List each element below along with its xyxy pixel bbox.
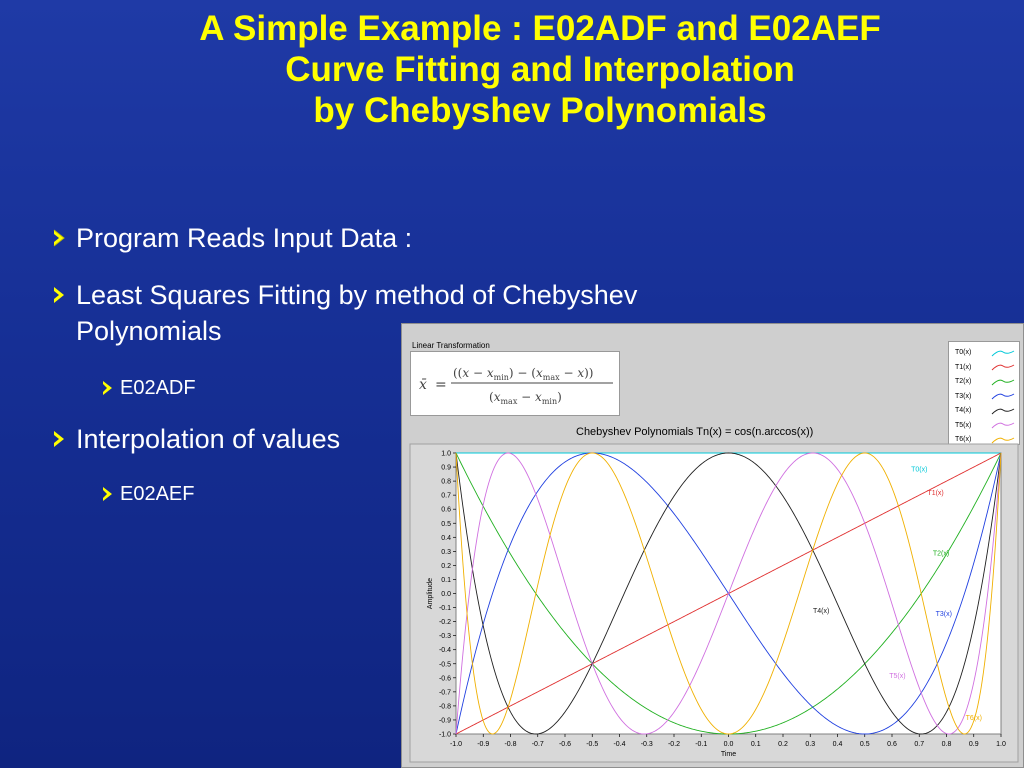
linear-transformation-label: Linear Transformation	[412, 341, 490, 350]
x-tick-label: 0.1	[750, 741, 761, 748]
legend-label: T5(x)	[955, 421, 972, 429]
bullet-interpolation	[76, 421, 340, 457]
bullet-arrow-icon	[100, 377, 118, 399]
bullet-program-reads	[76, 220, 412, 256]
sub-bullet-e02adf	[120, 375, 196, 401]
y-tick-label: -1.0	[438, 731, 451, 739]
y-tick-label: 0.7	[441, 492, 451, 500]
y-tick-label: 1.0	[441, 450, 451, 458]
x-axis-label: Time	[720, 751, 737, 758]
y-tick-label: -0.9	[438, 717, 451, 725]
series-label: T5(x)	[889, 672, 906, 680]
title-line-1: A Simple Example : E02ADF and E02AEF	[199, 9, 881, 48]
y-tick-label: -0.1	[438, 605, 451, 613]
y-tick-label: 0.1	[441, 576, 451, 584]
svg-text:=: =	[435, 377, 447, 393]
chart-plot	[402, 324, 1023, 767]
series-label: T3(x)	[935, 610, 952, 618]
x-tick-label: -0.4	[613, 741, 626, 748]
bullet-arrow-icon	[50, 277, 72, 313]
legend-label: T4(x)	[955, 407, 972, 414]
title-line-3: by Chebyshev Polynomials	[313, 91, 767, 130]
y-tick-label: -0.5	[438, 661, 451, 669]
x-tick-label: -1.0	[449, 741, 463, 748]
legend-label: T0(x)	[955, 349, 972, 356]
series-label: T6(x)	[965, 714, 982, 722]
y-tick-label: 0.3	[441, 548, 451, 556]
y-tick-label: -0.6	[438, 675, 451, 683]
legend-label: T2(x)	[955, 378, 972, 385]
x-tick-label: -0.3	[640, 741, 653, 748]
svg-text:x̄: x̄	[419, 377, 427, 393]
x-tick-label: 1.0	[996, 741, 1006, 748]
bullet-arrow-icon	[50, 421, 72, 457]
x-tick-label: 0.9	[968, 741, 979, 748]
bullet-text-line-1: Least Squares Fitting by method of Chebyshev	[76, 280, 638, 310]
bullet-arrow-icon	[50, 220, 72, 256]
sub-bullet-e02aef	[120, 481, 194, 507]
y-tick-label: -0.3	[438, 633, 451, 641]
x-tick-label: 0.5	[859, 741, 870, 748]
series-label: T2(x)	[932, 550, 950, 558]
chart-title: Chebyshev Polynomials Tn(x) = cos(n.arccos(x))	[576, 426, 814, 438]
y-tick-label: 0.0	[441, 591, 451, 598]
chart-panel	[401, 323, 1024, 768]
title-line-2: Curve Fitting and Interpolation	[285, 50, 795, 89]
bullet-text: Interpolation of values	[76, 424, 341, 454]
series-label: T0(x)	[911, 466, 928, 474]
y-tick-label: 0.5	[441, 520, 451, 528]
x-tick-label: 0.0	[723, 741, 734, 748]
series-label: T4(x)	[812, 608, 830, 616]
x-tick-label: -0.9	[477, 741, 490, 748]
y-tick-label: -0.4	[438, 647, 451, 655]
x-tick-label: -0.6	[558, 741, 572, 748]
y-tick-label: 0.4	[441, 534, 451, 542]
x-tick-label: 0.4	[832, 741, 843, 748]
series-label: T1(x)	[927, 490, 944, 498]
y-tick-label: 0.9	[441, 464, 451, 472]
y-axis-label: Amplitude	[427, 577, 434, 610]
x-tick-label: 0.3	[805, 741, 816, 748]
legend-label: T1(x)	[955, 363, 972, 371]
x-tick-label: 0.6	[887, 741, 897, 748]
y-tick-label: -0.2	[438, 619, 451, 627]
slide-title	[40, 8, 1024, 131]
svg-text:((x − xmin) − (xmax − x)): $((x - x_{min}) - (x_{max} - x))$	[453, 366, 594, 382]
y-tick-label: 0.8	[441, 478, 451, 486]
svg-text:(xmax − xmin): $(x_{max} - x_{min})$	[489, 390, 562, 406]
y-tick-label: 0.2	[441, 562, 451, 570]
x-tick-label: 0.8	[941, 741, 952, 748]
sub-bullet-text: E02ADF	[120, 377, 196, 399]
legend-label: T6(x)	[955, 436, 972, 443]
x-tick-label: -0.2	[667, 741, 681, 748]
x-tick-label: -0.5	[586, 741, 599, 748]
sub-bullet-text: E02AEF	[120, 483, 195, 505]
legend-label: T3(x)	[955, 392, 972, 400]
y-tick-label: -0.8	[438, 703, 451, 711]
x-tick-label: -0.1	[695, 741, 708, 748]
y-tick-label: 0.6	[441, 506, 451, 514]
x-tick-label: -0.8	[504, 741, 517, 748]
bullet-text: Program Reads Input Data :	[76, 223, 413, 253]
bullet-text-line-2: Polynomials	[76, 316, 222, 346]
x-tick-label: 0.2	[778, 741, 788, 748]
x-tick-label: -0.7	[531, 741, 544, 748]
x-tick-label: 0.7	[914, 741, 925, 748]
bullet-arrow-icon	[100, 483, 118, 505]
y-tick-label: -0.7	[438, 689, 451, 697]
